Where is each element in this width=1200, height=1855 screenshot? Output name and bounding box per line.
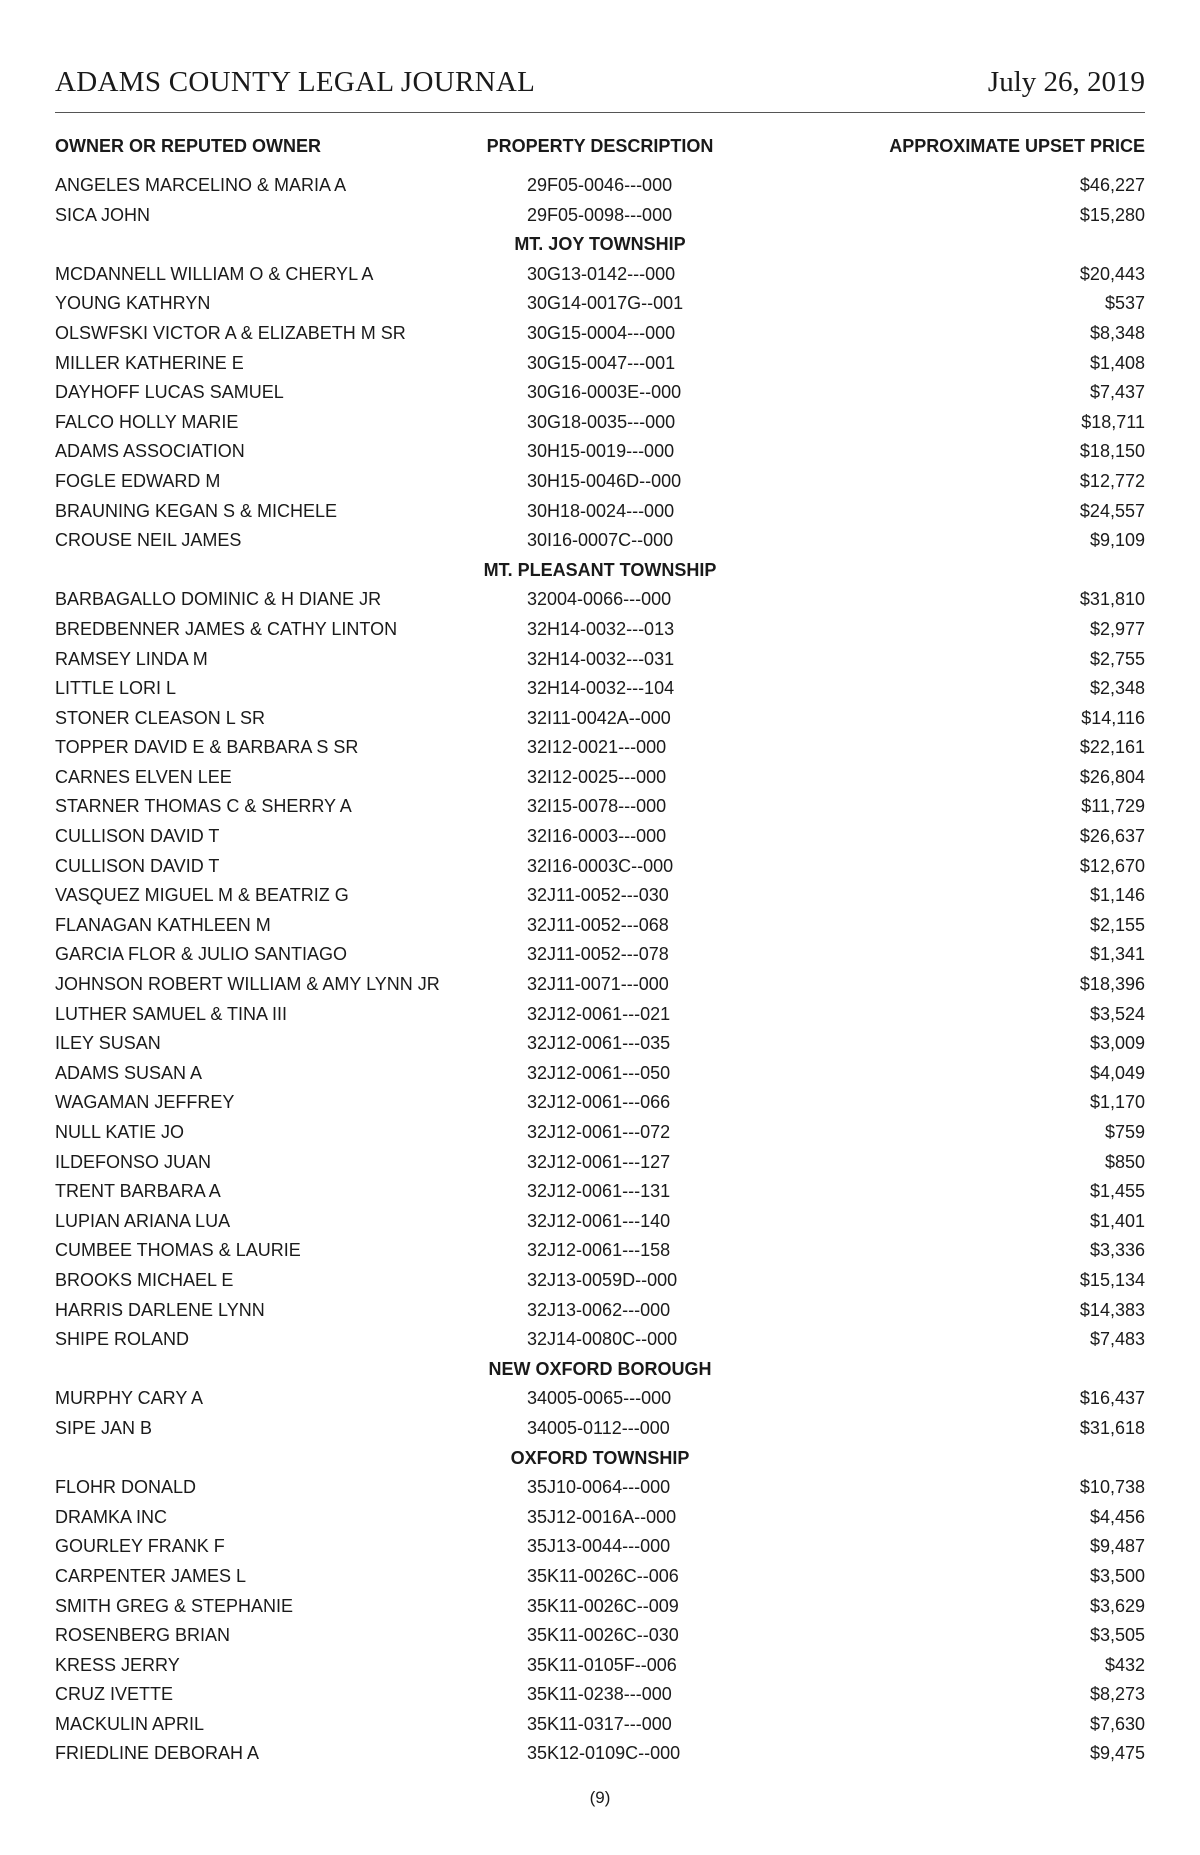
parcel-id: 32J11-0052---030 bbox=[527, 885, 669, 906]
upset-price: $759 bbox=[1104, 1122, 1145, 1142]
owner-name: CUMBEE THOMAS & LAURIE bbox=[55, 1240, 301, 1261]
table-row bbox=[55, 527, 1145, 557]
upset-price: $2,348 bbox=[1089, 678, 1145, 699]
upset-price: $8,348 bbox=[1089, 322, 1145, 343]
upset-price: $9,487 bbox=[1089, 1536, 1145, 1557]
upset-price: $2,155 bbox=[1089, 914, 1145, 935]
owner-name: TOPPER DAVID E & BARBARA S SR bbox=[55, 737, 359, 758]
owner-name: CRUZ IVETTE bbox=[55, 1684, 174, 1705]
owner-name: GOURLEY FRANK F bbox=[55, 1536, 225, 1557]
owner-name: MURPHY CARY A bbox=[55, 1388, 204, 1409]
table-row bbox=[55, 1089, 1145, 1119]
parcel-id: 32I15-0078---000 bbox=[527, 796, 667, 817]
column-headers bbox=[55, 136, 1145, 160]
table-row bbox=[55, 290, 1145, 320]
table-row bbox=[55, 586, 1145, 616]
table-row bbox=[55, 1533, 1145, 1563]
upset-price: $9,109 bbox=[1089, 530, 1145, 551]
parcel-id: 32I12-0021---000 bbox=[527, 737, 667, 758]
section-heading: OXFORD TOWNSHIP bbox=[510, 1447, 690, 1468]
table-row bbox=[55, 646, 1145, 676]
price-column-header: APPROXIMATE UPSET PRICE bbox=[889, 136, 1145, 156]
parcel-id: 35K12-0109C--000 bbox=[527, 1743, 681, 1764]
table-row bbox=[55, 1415, 1145, 1445]
upset-price: $18,150 bbox=[1079, 441, 1145, 462]
owner-name: FRIEDLINE DEBORAH A bbox=[55, 1743, 260, 1764]
parcel-id: 32J13-0062---000 bbox=[527, 1299, 671, 1320]
section-heading: NEW OXFORD BOROUGH bbox=[488, 1358, 712, 1379]
owner-name: DAYHOFF LUCAS SAMUEL bbox=[55, 382, 284, 403]
table-row bbox=[55, 1385, 1145, 1415]
owner-name: SMITH GREG & STEPHANIE bbox=[55, 1595, 294, 1616]
table-row bbox=[55, 498, 1145, 528]
publication-title: ADAMS COUNTY LEGAL JOURNAL bbox=[55, 66, 536, 98]
owner-name: CULLISON DAVID T bbox=[55, 855, 220, 876]
owner-name: BROOKS MICHAEL E bbox=[55, 1269, 234, 1290]
owner-name: STARNER THOMAS C & SHERRY A bbox=[55, 796, 352, 817]
table-row bbox=[55, 202, 1145, 232]
upset-price: $3,629 bbox=[1089, 1595, 1145, 1616]
table-row bbox=[55, 1740, 1145, 1770]
upset-price: $14,116 bbox=[1081, 707, 1145, 728]
parcel-id: 32J11-0071---000 bbox=[527, 974, 669, 995]
table-row bbox=[55, 172, 1145, 202]
parcel-id: 35K11-0317---000 bbox=[527, 1713, 672, 1734]
upset-price: $850 bbox=[1104, 1151, 1145, 1172]
owner-name: FOGLE EDWARD M bbox=[55, 470, 221, 491]
upset-price: $15,134 bbox=[1079, 1269, 1145, 1290]
owner-name: LUPIAN ARIANA LUA bbox=[55, 1210, 231, 1231]
parcel-id: 30G15-0004---000 bbox=[527, 322, 676, 343]
upset-price: $7,630 bbox=[1089, 1713, 1145, 1734]
parcel-id: 32J12-0061---021 bbox=[527, 1003, 671, 1024]
upset-price: $537 bbox=[1104, 293, 1145, 314]
upset-price: $1,401 bbox=[1089, 1210, 1145, 1231]
table-row bbox=[55, 379, 1145, 409]
table-row bbox=[55, 1622, 1145, 1652]
upset-price: $1,341 bbox=[1089, 944, 1145, 965]
owner-name: NULL KATIE JO bbox=[55, 1122, 185, 1142]
upset-price: $4,049 bbox=[1089, 1062, 1145, 1083]
parcel-id: 35J12-0016A--000 bbox=[527, 1506, 677, 1527]
owner-name: JOHNSON ROBERT WILLIAM & AMY LYNN JR bbox=[55, 974, 440, 995]
table-row bbox=[55, 675, 1145, 705]
parcel-id: 32J12-0061---035 bbox=[527, 1033, 671, 1054]
parcel-id: 32H14-0032---031 bbox=[527, 648, 675, 669]
table-row bbox=[55, 1178, 1145, 1208]
upset-price: $4,456 bbox=[1089, 1506, 1145, 1527]
table-row bbox=[55, 941, 1145, 971]
owner-name: CARPENTER JAMES L bbox=[55, 1565, 247, 1586]
parcel-id: 35J10-0064---000 bbox=[527, 1477, 671, 1498]
table-row bbox=[55, 1030, 1145, 1060]
upset-price: $2,977 bbox=[1089, 618, 1145, 639]
table-row bbox=[55, 882, 1145, 912]
page-number: (9) bbox=[589, 1788, 611, 1807]
owner-name: SIPE JAN B bbox=[55, 1417, 153, 1438]
parcel-id: 29F05-0046---000 bbox=[527, 175, 673, 195]
parcel-id: 35K11-0026C--030 bbox=[527, 1625, 679, 1646]
table-row bbox=[55, 409, 1145, 439]
table-row bbox=[55, 823, 1145, 853]
owner-name: CULLISON DAVID T bbox=[55, 826, 220, 847]
table-row bbox=[55, 350, 1145, 380]
upset-price: $432 bbox=[1104, 1654, 1145, 1675]
parcel-id: 30I16-0007C--000 bbox=[527, 530, 674, 551]
owner-name: FALCO HOLLY MARIE bbox=[55, 411, 239, 432]
parcel-id: 32J12-0061---050 bbox=[527, 1062, 671, 1083]
parcel-id: 30H18-0024---000 bbox=[527, 500, 675, 521]
owner-name: TRENT BARBARA A bbox=[55, 1181, 221, 1202]
owner-name: GARCIA FLOR & JULIO SANTIAGO bbox=[55, 944, 348, 965]
section-heading: MT. JOY TOWNSHIP bbox=[514, 234, 686, 255]
upset-price: $3,505 bbox=[1089, 1625, 1145, 1646]
owner-name: SHIPE ROLAND bbox=[55, 1329, 190, 1350]
parcel-id: 35K11-0105F--006 bbox=[527, 1654, 677, 1675]
owner-name: LITTLE LORI L bbox=[55, 678, 177, 699]
parcel-id: 32I11-0042A--000 bbox=[527, 707, 671, 728]
table-row bbox=[55, 616, 1145, 646]
parcel-id: 32J12-0061---127 bbox=[527, 1151, 671, 1172]
section-heading-row bbox=[55, 231, 1145, 261]
upset-price: $11,729 bbox=[1081, 796, 1145, 817]
upset-price: $18,711 bbox=[1081, 411, 1145, 432]
table-row bbox=[55, 793, 1145, 823]
parcel-id: 35K11-0026C--009 bbox=[527, 1595, 679, 1616]
parcel-id: 32I12-0025---000 bbox=[527, 766, 667, 787]
table-row bbox=[55, 853, 1145, 883]
upset-price: $3,336 bbox=[1089, 1240, 1145, 1261]
table-row bbox=[55, 438, 1145, 468]
upset-price: $12,670 bbox=[1079, 855, 1145, 876]
table-row bbox=[55, 1681, 1145, 1711]
owner-name: ROSENBERG BRIAN bbox=[55, 1625, 231, 1646]
table-row bbox=[55, 261, 1145, 291]
upset-price: $1,455 bbox=[1089, 1181, 1145, 1202]
table-row bbox=[55, 764, 1145, 794]
table-row bbox=[55, 1711, 1145, 1741]
upset-price: $9,475 bbox=[1089, 1743, 1145, 1764]
parcel-id: 32J13-0059D--000 bbox=[527, 1269, 678, 1290]
table-row bbox=[55, 1593, 1145, 1623]
parcel-id: 32J11-0052---068 bbox=[527, 914, 669, 935]
owner-name: ADAMS ASSOCIATION bbox=[55, 441, 245, 462]
table-row bbox=[55, 1208, 1145, 1238]
table-row bbox=[55, 1504, 1145, 1534]
parcel-id: 32J11-0052---078 bbox=[527, 944, 669, 965]
upset-price: $1,170 bbox=[1089, 1092, 1145, 1113]
owner-name: SICA JOHN bbox=[55, 204, 151, 225]
owner-name: FLANAGAN KATHLEEN M bbox=[55, 914, 271, 935]
upset-price: $24,557 bbox=[1079, 500, 1145, 521]
parcel-id: 32J14-0080C--000 bbox=[527, 1329, 678, 1350]
upset-price: $1,408 bbox=[1089, 352, 1145, 373]
owner-name: MCDANNELL WILLIAM O & CHERYL A bbox=[55, 263, 374, 284]
table-row bbox=[55, 734, 1145, 764]
parcel-id: 32J12-0061---072 bbox=[527, 1122, 671, 1142]
section-heading-row bbox=[55, 557, 1145, 587]
parcel-id: 32H14-0032---104 bbox=[527, 678, 675, 699]
parcel-id: 32J12-0061---066 bbox=[527, 1092, 671, 1113]
masthead bbox=[55, 66, 1145, 113]
owner-name: OLSWFSKI VICTOR A & ELIZABETH M SR bbox=[55, 322, 406, 343]
owner-name: KRESS JERRY bbox=[55, 1654, 180, 1675]
upset-price: $15,280 bbox=[1079, 204, 1145, 225]
owner-name: WAGAMAN JEFFREY bbox=[55, 1092, 235, 1113]
parcel-id: 29F05-0098---000 bbox=[527, 204, 673, 225]
table-row bbox=[55, 1001, 1145, 1031]
table-row bbox=[55, 971, 1145, 1001]
parcel-id: 30G13-0142---000 bbox=[527, 263, 676, 284]
owner-name: MILLER KATHERINE E bbox=[55, 352, 244, 373]
upset-price: $46,227 bbox=[1079, 175, 1145, 195]
owner-name: RAMSEY LINDA M bbox=[55, 648, 208, 669]
table-row bbox=[55, 1237, 1145, 1267]
parcel-id: 34005-0112---000 bbox=[527, 1417, 670, 1438]
section-heading-row bbox=[55, 1445, 1145, 1475]
owner-name: STONER CLEASON L SR bbox=[55, 707, 266, 728]
upset-price: $16,437 bbox=[1079, 1388, 1145, 1409]
owner-name: CARNES ELVEN LEE bbox=[55, 766, 232, 787]
owner-name: ANGELES MARCELINO & MARIA A bbox=[55, 175, 347, 195]
upset-price: $14,383 bbox=[1079, 1299, 1145, 1320]
upset-price: $10,738 bbox=[1079, 1477, 1145, 1498]
upset-price: $3,500 bbox=[1089, 1565, 1145, 1586]
upset-price: $12,772 bbox=[1079, 470, 1145, 491]
owner-name: YOUNG KATHRYN bbox=[55, 293, 211, 314]
owner-name: ILEY SUSAN bbox=[55, 1033, 161, 1054]
upset-price: $8,273 bbox=[1089, 1684, 1145, 1705]
issue-date: July 26, 2019 bbox=[987, 66, 1145, 98]
table-row bbox=[55, 912, 1145, 942]
parcel-id: 32J12-0061---158 bbox=[527, 1240, 671, 1261]
parcel-id: 30G18-0035---000 bbox=[527, 411, 676, 432]
parcel-id: 35K11-0238---000 bbox=[527, 1684, 672, 1705]
table-row bbox=[55, 705, 1145, 735]
table-row bbox=[55, 1652, 1145, 1682]
parcel-id: 32004-0066---000 bbox=[527, 589, 672, 610]
upset-price: $7,483 bbox=[1089, 1329, 1145, 1350]
parcel-id: 32J12-0061---140 bbox=[527, 1210, 671, 1231]
owner-name: VASQUEZ MIGUEL M & BEATRIZ G bbox=[55, 885, 349, 906]
upset-price: $20,443 bbox=[1079, 263, 1145, 284]
table-row bbox=[55, 1060, 1145, 1090]
table-row bbox=[55, 1119, 1145, 1149]
parcel-id: 30H15-0019---000 bbox=[527, 441, 675, 462]
table-row bbox=[55, 1297, 1145, 1327]
owner-name: BREDBENNER JAMES & CATHY LINTON bbox=[55, 618, 398, 639]
upset-price: $18,396 bbox=[1079, 974, 1145, 995]
table-row bbox=[55, 468, 1145, 498]
upset-price: $1,146 bbox=[1089, 885, 1145, 906]
parcel-id: 32J12-0061---131 bbox=[527, 1181, 671, 1202]
listing-table bbox=[55, 172, 1145, 1770]
upset-price: $31,810 bbox=[1079, 589, 1145, 610]
table-row bbox=[55, 1267, 1145, 1297]
owner-name: ADAMS SUSAN A bbox=[55, 1062, 203, 1083]
parcel-id: 35J13-0044---000 bbox=[527, 1536, 671, 1557]
upset-price: $2,755 bbox=[1089, 648, 1145, 669]
table-row bbox=[55, 1474, 1145, 1504]
owner-name: LUTHER SAMUEL & TINA III bbox=[55, 1003, 288, 1024]
owner-name: FLOHR DONALD bbox=[55, 1477, 197, 1498]
owner-name: BARBAGALLO DOMINIC & H DIANE JR bbox=[55, 589, 382, 610]
owner-name: CROUSE NEIL JAMES bbox=[55, 530, 242, 551]
parcel-id: 32I16-0003---000 bbox=[527, 826, 667, 847]
upset-price: $22,161 bbox=[1079, 737, 1145, 758]
parcel-id: 30G15-0047---001 bbox=[527, 352, 676, 373]
parcel-id: 30G16-0003E--000 bbox=[527, 382, 682, 403]
parcel-id: 35K11-0026C--006 bbox=[527, 1565, 679, 1586]
upset-price: $7,437 bbox=[1089, 382, 1145, 403]
section-heading: MT. PLEASANT TOWNSHIP bbox=[483, 559, 717, 580]
parcel-id: 30H15-0046D--000 bbox=[527, 470, 682, 491]
table-row bbox=[55, 1326, 1145, 1356]
upset-price: $26,637 bbox=[1079, 826, 1145, 847]
owner-name: BRAUNING KEGAN S & MICHELE bbox=[55, 500, 338, 521]
owner-name: MACKULIN APRIL bbox=[55, 1713, 205, 1734]
parcel-id: 32H14-0032---013 bbox=[527, 618, 675, 639]
table-row bbox=[55, 1149, 1145, 1179]
upset-price: $26,804 bbox=[1079, 766, 1145, 787]
property-column-header: PROPERTY DESCRIPTION bbox=[486, 136, 714, 156]
parcel-id: 34005-0065---000 bbox=[527, 1388, 672, 1409]
owner-name: HARRIS DARLENE LYNN bbox=[55, 1299, 265, 1320]
parcel-id: 30G14-0017G--001 bbox=[527, 293, 684, 314]
owner-column-header: OWNER OR REPUTED OWNER bbox=[55, 136, 322, 156]
parcel-id: 32I16-0003C--000 bbox=[527, 855, 674, 876]
upset-price: $31,618 bbox=[1079, 1417, 1145, 1438]
owner-name: ILDEFONSO JUAN bbox=[55, 1151, 212, 1172]
owner-name: DRAMKA INC bbox=[55, 1506, 168, 1527]
upset-price: $3,009 bbox=[1089, 1033, 1145, 1054]
table-row bbox=[55, 320, 1145, 350]
section-heading-row bbox=[55, 1356, 1145, 1386]
upset-price: $3,524 bbox=[1089, 1003, 1145, 1024]
table-row bbox=[55, 1563, 1145, 1593]
